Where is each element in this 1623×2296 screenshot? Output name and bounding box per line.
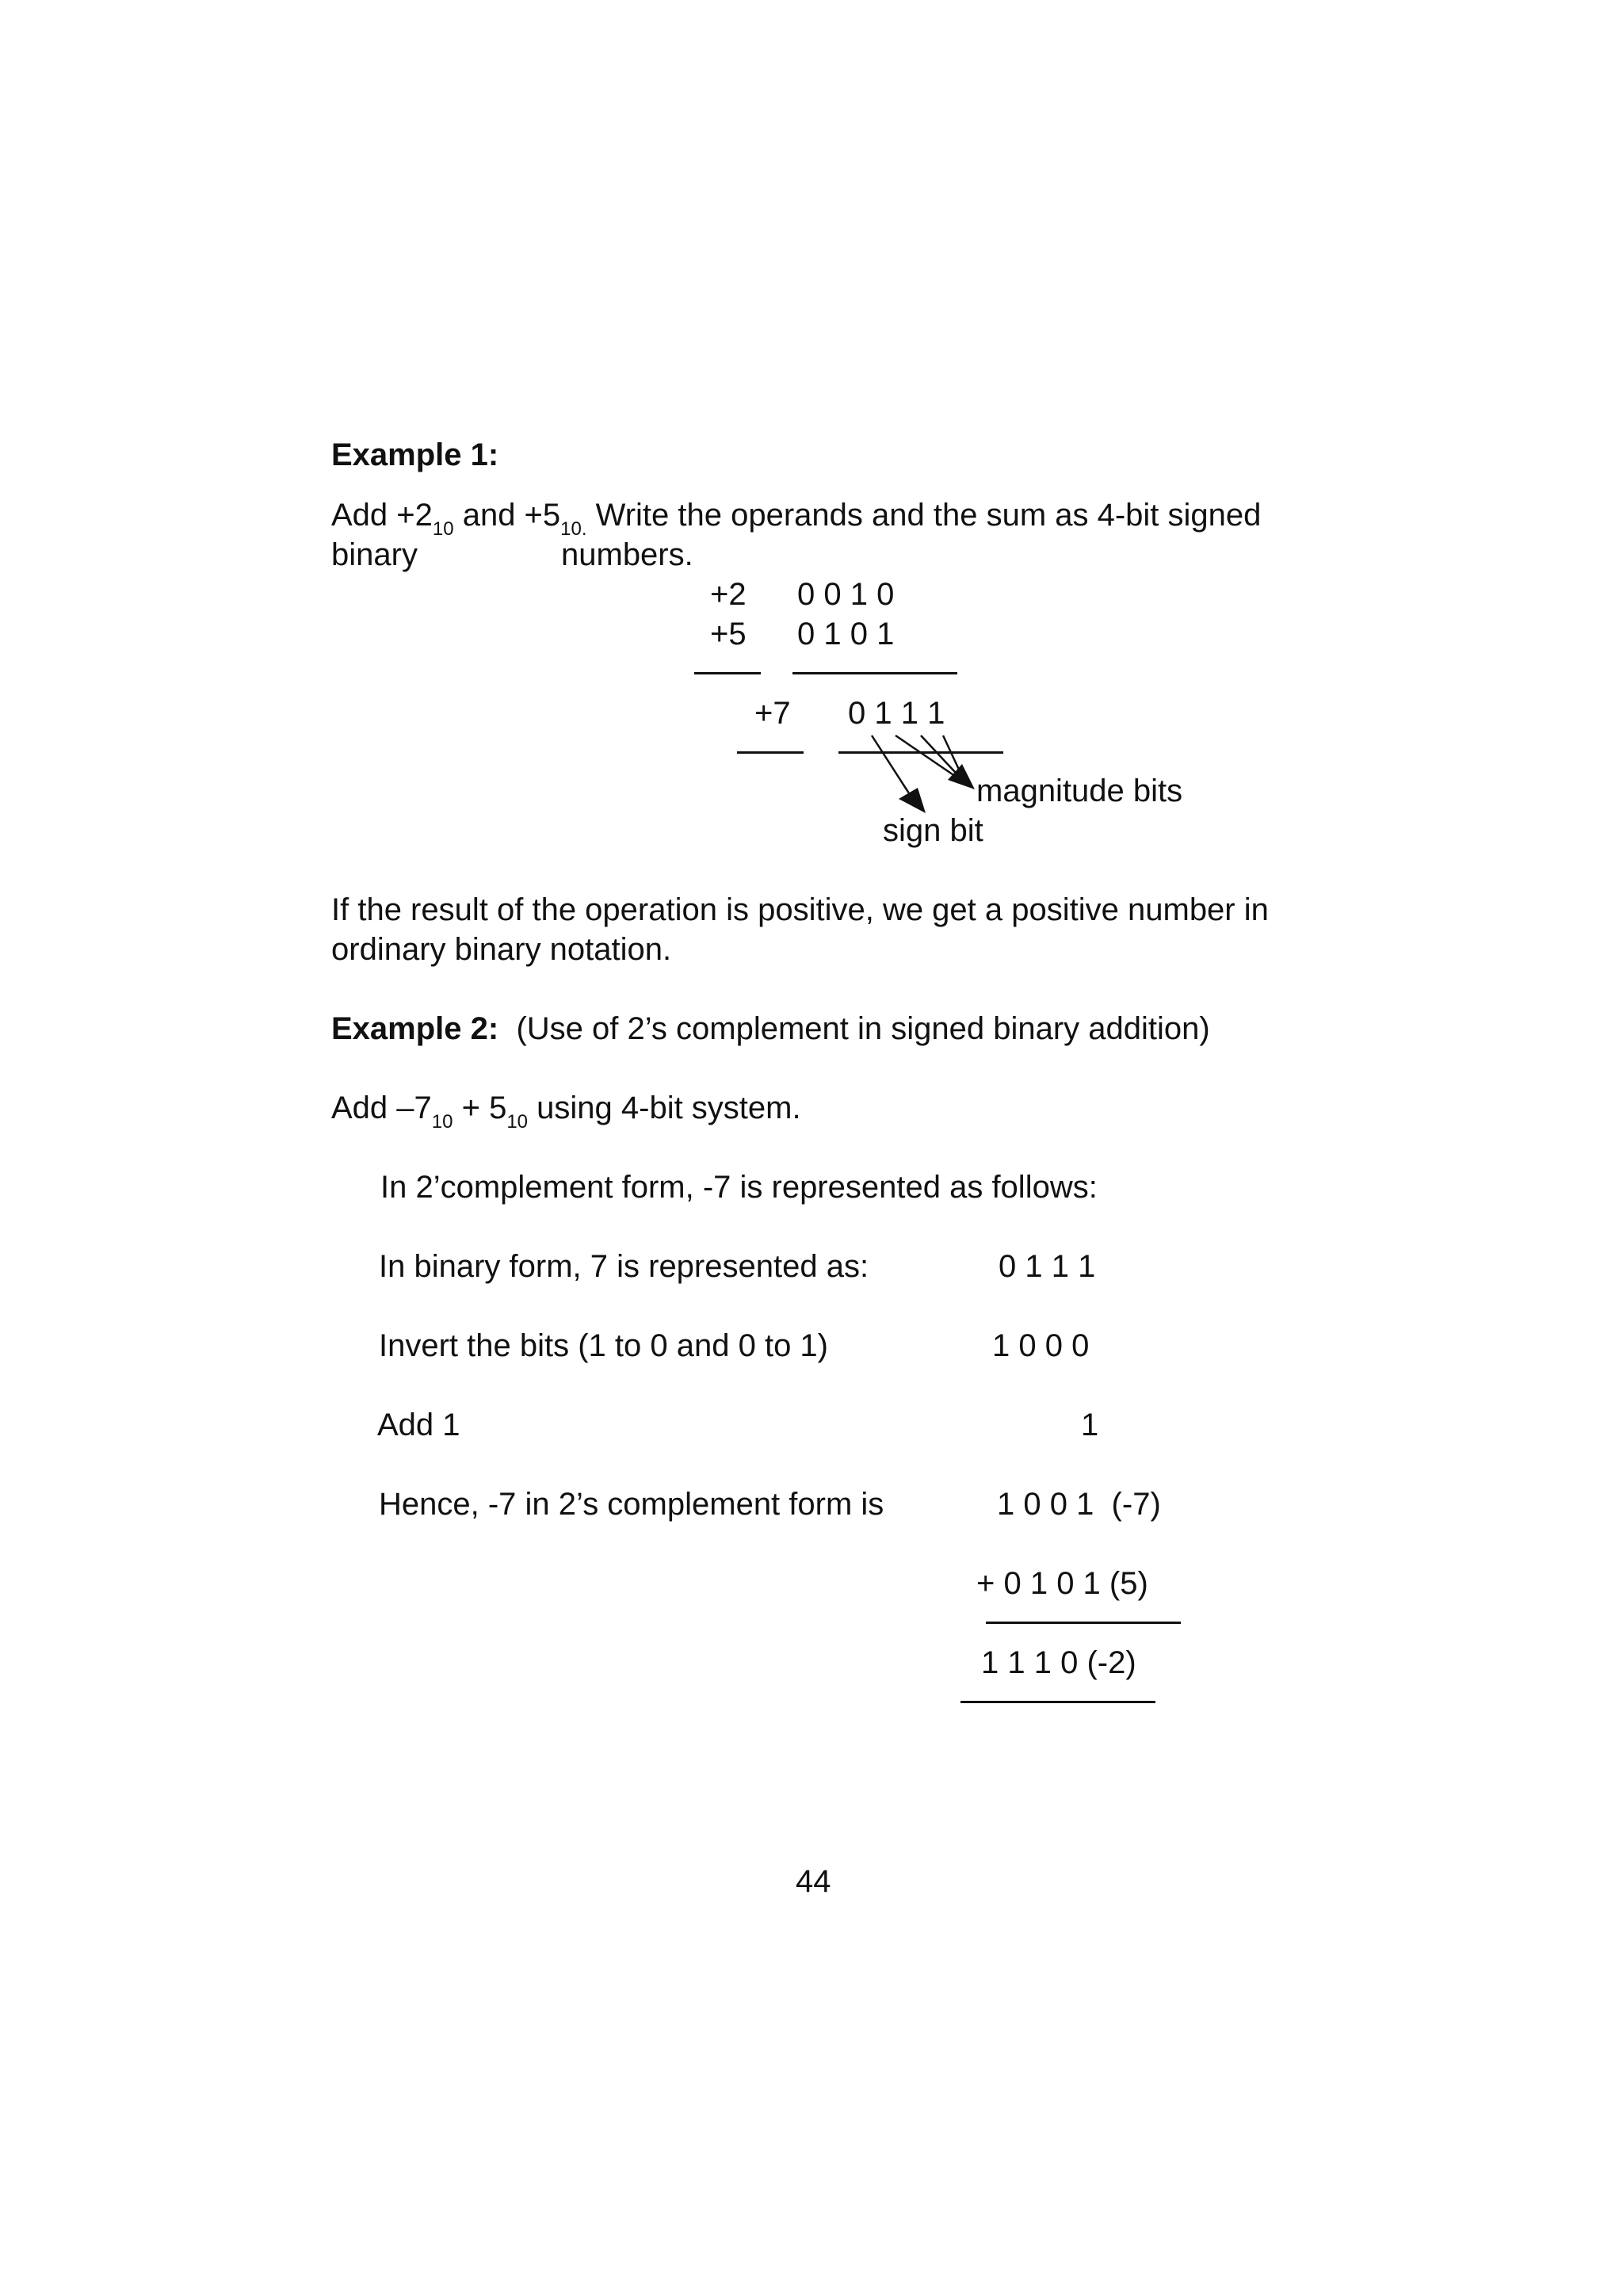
example2-text-post: using 4-bit system. — [528, 1091, 801, 1125]
step-value: 0 1 1 1 — [999, 1249, 1096, 1284]
operand2-sign: +5 — [710, 617, 747, 651]
sum-bits: 0 1 1 1 — [848, 696, 945, 731]
example2-heading-note: (Use of 2’s complement in signed binary addition) — [516, 1011, 1210, 1046]
page-number: 44 — [796, 1864, 831, 1899]
step-label: Invert the bits (1 to 0 and 0 to 1) — [379, 1328, 828, 1363]
example2-heading-line — [331, 1013, 1210, 1045]
step-value: 1 0 0 1 (-7) — [997, 1487, 1161, 1522]
addend-underline — [986, 1622, 1181, 1624]
step-value: 1 0 0 0 — [992, 1328, 1090, 1363]
example1-text-mid: and +5 — [453, 498, 561, 533]
step-label: In binary form, 7 is represented as: — [379, 1249, 869, 1284]
example1-heading: Example 1: — [331, 437, 499, 472]
subscript-base: 10 — [431, 1111, 453, 1133]
operand1-sign: +2 — [710, 577, 747, 612]
magnitude-bits-arrows — [896, 735, 975, 789]
example2-text-mid: + 5 — [453, 1091, 507, 1125]
addition-result: 1 1 1 0 (-2) — [981, 1645, 1136, 1680]
subscript-base: 10. — [560, 518, 587, 540]
result-paragraph-line1: If the result of the operation is positive, we get a positive number in — [331, 892, 1269, 927]
step-value: 1 — [1081, 1408, 1099, 1442]
operand1-bits: 0 0 1 0 — [797, 577, 895, 612]
step-label: Add 1 — [377, 1408, 460, 1442]
example2-heading: Example 2: — [331, 1011, 499, 1046]
example1-text-post: Write the operands and the sum as 4-bit signed — [586, 498, 1262, 533]
magnitude-bits-label: magnitude bits — [976, 774, 1183, 808]
example1-statement-line2b: numbers. — [561, 537, 693, 572]
example2-intro: In 2’complement form, -7 is represented as follows: — [380, 1170, 1098, 1205]
sign-bit-label: sign bit — [883, 813, 983, 848]
subscript-base: 10 — [506, 1111, 529, 1133]
operand2-bits: 0 1 0 1 — [797, 617, 895, 651]
example2-add-line — [331, 1091, 801, 1133]
result-underline — [960, 1701, 1155, 1703]
result-paragraph-line2: ordinary binary notation. — [331, 932, 672, 967]
addend: + 0 1 0 1 (5) — [976, 1566, 1148, 1601]
example2-text-pre: Add –7 — [331, 1091, 432, 1125]
example1-text-pre: Add +2 — [331, 498, 433, 533]
subscript-base: 10 — [432, 518, 454, 540]
example1-statement-line2a: binary — [331, 537, 418, 572]
sign-bit-arrow — [872, 735, 926, 813]
sum-sign: +7 — [754, 696, 791, 731]
step-label: Hence, -7 in 2’s complement form is — [379, 1487, 884, 1522]
